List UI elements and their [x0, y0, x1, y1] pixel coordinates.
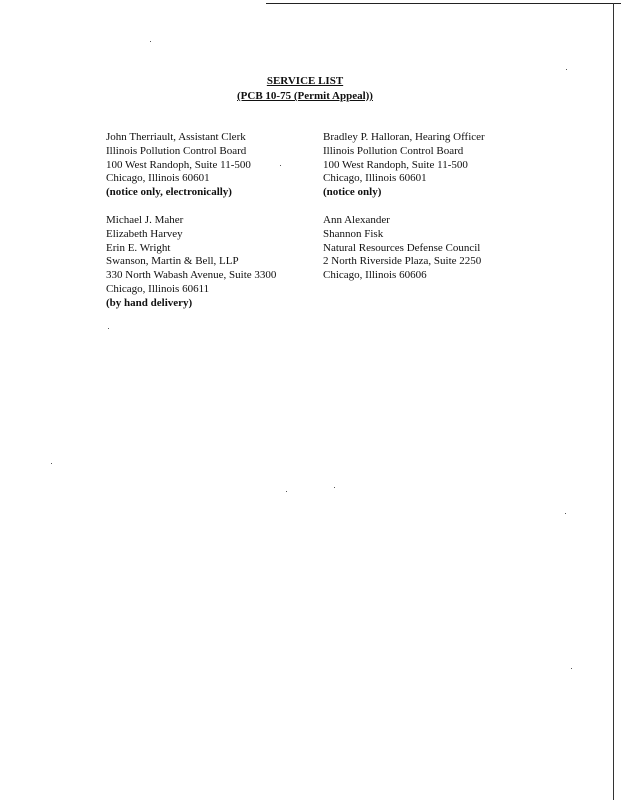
- entry-line: Chicago, Illinois 60606: [323, 269, 427, 282]
- entry-line: 100 West Randoph, Suite 11-500: [323, 158, 468, 171]
- entry-line: Natural Resources Defense Council: [323, 241, 481, 254]
- entry-line: Elizabeth Harvey: [106, 227, 183, 240]
- scan-speck: [334, 487, 335, 488]
- scan-speck: [108, 328, 109, 329]
- service-entry-counsel: [106, 214, 276, 311]
- entry-line: 330 North Wabash Avenue, Suite 3300: [106, 269, 277, 282]
- scan-speck: [566, 69, 567, 70]
- entry-line: Shannon Fisk: [323, 227, 384, 240]
- scan-speck: [150, 41, 151, 42]
- entry-line: John Therriault, Assistant Clerk: [106, 131, 246, 143]
- entry-line: Illinois Pollution Control Board: [106, 144, 247, 157]
- entry-line: Chicago, Illinois 60601: [323, 172, 427, 185]
- entry-line: Erin E. Wright: [106, 241, 171, 254]
- entry-line: Chicago, Illinois 60601: [106, 172, 210, 185]
- service-entry-hearing-officer: [323, 131, 485, 200]
- entry-line: Michael J. Maher: [106, 214, 184, 226]
- service-entry-nrdc: [323, 214, 481, 283]
- scan-speck: [280, 165, 281, 166]
- scan-speck: [565, 513, 566, 514]
- entry-line: Swanson, Martin & Bell, LLP: [106, 255, 239, 268]
- entry-line: Chicago, Illinois 60611: [106, 282, 210, 295]
- entry-line: Illinois Pollution Control Board: [323, 144, 464, 157]
- scan-edge-right: [613, 3, 614, 800]
- service-entry-clerk: [106, 131, 251, 200]
- scan-speck: [51, 463, 52, 464]
- entry-line: Ann Alexander: [323, 214, 390, 226]
- entry-line: 100 West Randoph, Suite 11-500: [106, 158, 251, 171]
- delivery-note: (notice only): [323, 186, 382, 199]
- page-title: SERVICE LIST: [266, 75, 344, 87]
- scan-speck: [286, 491, 287, 492]
- delivery-note: (by hand delivery): [106, 296, 193, 309]
- scan-edge-top: [266, 3, 621, 4]
- entry-line: Bradley P. Halloran, Hearing Officer: [323, 131, 485, 143]
- delivery-note: (notice only, electronically): [106, 186, 232, 199]
- entry-line: 2 North Riverside Plaza, Suite 2250: [323, 255, 482, 268]
- case-reference: (PCB 10-75 (Permit Appeal)): [237, 90, 373, 102]
- scan-speck: [571, 668, 572, 669]
